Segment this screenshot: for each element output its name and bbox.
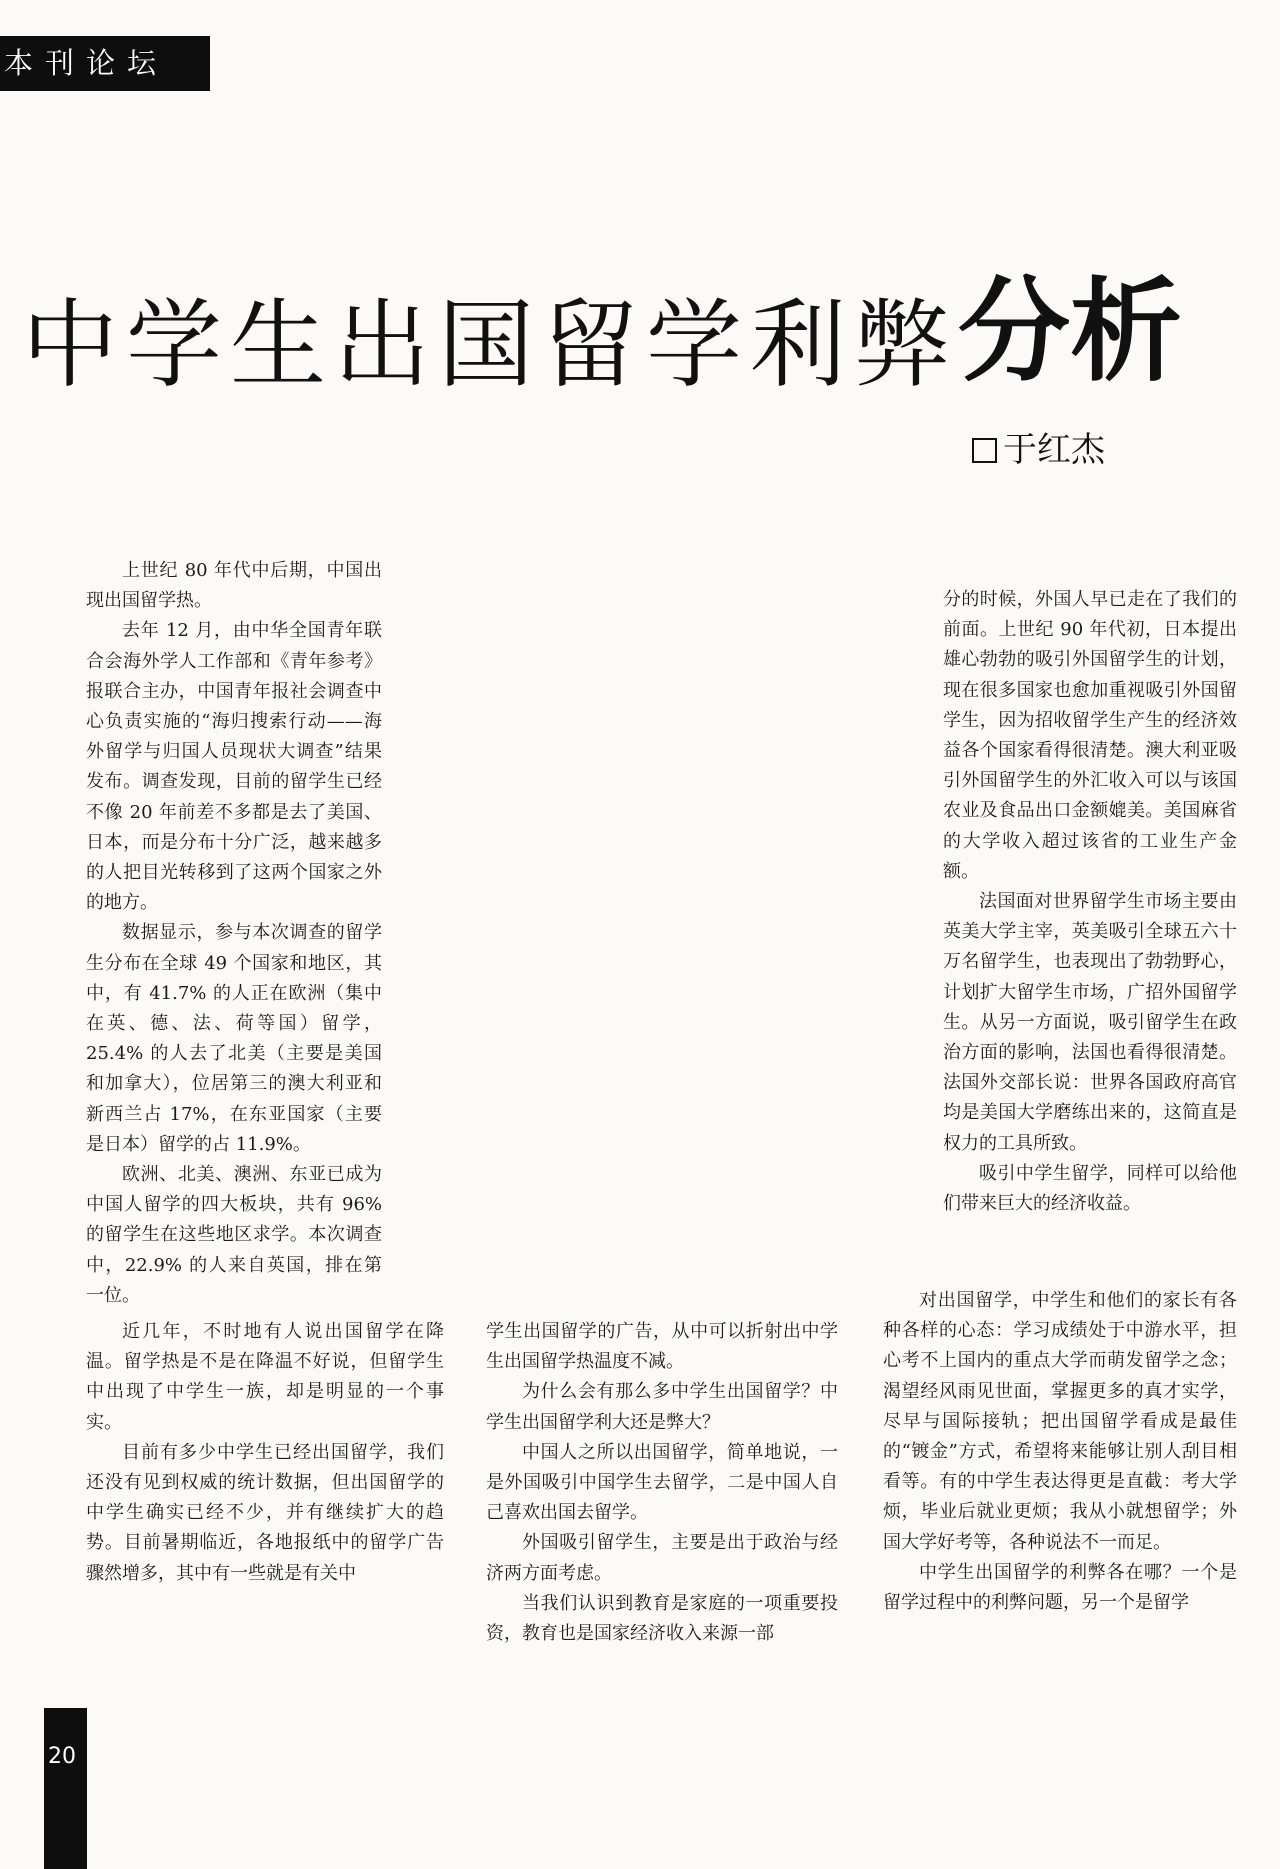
column-1-lower xyxy=(86,1317,444,1589)
column-1-upper xyxy=(86,556,382,1311)
paragraph: 目前有多少中学生已经出国留学，我们还没有见到权威的统计数据，但出国留学的中学生确实已经不少，并有继续扩大的趋势。目前暑期临近，各地报纸中的留学广告骤然增多，其中有一些就是有关中 xyxy=(86,1441,444,1584)
paragraph: 为什么会有那么多中学生出国留学？中学生出国留学利大还是弊大？ xyxy=(486,1381,838,1433)
paragraph: 中学生出国留学的利弊各在哪？一个是留学过程中的利弊问题，另一个是留学 xyxy=(883,1561,1237,1614)
column-2 xyxy=(486,1317,838,1649)
column-3-lower xyxy=(883,1286,1237,1618)
paragraph: 当我们认识到教育是家庭的一项重要投资，教育也是国家经济收入来源一部 xyxy=(486,1592,838,1645)
column-3-upper xyxy=(943,585,1237,1219)
page-number: 20 xyxy=(44,1708,87,1869)
title-emphasis: 分析 xyxy=(958,267,1182,397)
square-bullet-icon xyxy=(972,438,997,463)
author-name: 于红杰 xyxy=(1003,430,1105,470)
paragraph: 外国吸引留学生，主要是出于政治与经济两方面考虑。 xyxy=(486,1532,838,1584)
paragraph: 数据显示，参与本次调查的留学生分布在全球 49 个国家和地区，其中，有 41.7% 的人正在欧洲（集中在英、德、法、荷等国）留学，25.4% 的人去了北美（主要是美国和加拿大），位居第三的澳大利亚和新西兰占 17%，在东亚国家（主要是日本）留学的占 11.9%。 xyxy=(86,922,382,1155)
paragraph: 中国人之所以出国留学，简单地说，一是外国吸引中国学生去留学，二是中国人自己喜欢出国去留学。 xyxy=(486,1441,838,1524)
paragraph: 近几年，不时地有人说出国留学在降温。留学热是不是在降温不好说，但留学生中出现了中学生一族，却是明显的一个事实。 xyxy=(86,1321,444,1433)
paragraph: 对出国留学，中学生和他们的家长有各种各样的心态：学习成绩处于中游水平，担心考不上国内的重点大学而萌发留学之念；渴望经风雨见世面，掌握更多的真才实学，尽早与国际接轨；把出国留学看成是最佳的“镀金”方式，希望将来能够让别人刮目相看等。有的中学生表达得更是直截：考大学烦，毕业后就业更烦；我从小就想留学；外国大学好考等，各种说法不一而足。 xyxy=(883,1290,1237,1553)
paragraph: 吸引中学生留学，同样可以给他们带来巨大的经济收益。 xyxy=(943,1162,1237,1215)
paragraph: 法国面对世界留学生市场主要由英美大学主宰，英美吸引全球五六十万名留学生，也表现出了勃勃野心，计划扩大留学生市场，广招外国留学生。从另一方面说，吸引留学生在政治方面的影响，法国也看得很清楚。法国外交部长说：世界各国政府高官均是美国大学磨练出来的，这简直是权力的工具所致。 xyxy=(943,891,1237,1154)
paragraph: 欧洲、北美、澳洲、东亚已成为中国人留学的四大板块，共有 96% 的留学生在这些地区求学。本次调查中，22.9% 的人来自英国，排在第一位。 xyxy=(86,1164,382,1306)
paragraph: 上世纪 80 年代中后期，中国出现出国留学热。 xyxy=(86,560,382,612)
title-main: 中学生出国留学利弊 xyxy=(22,289,958,401)
paragraph: 学生出国留学的广告，从中可以折射出中学生出国留学热温度不减。 xyxy=(486,1321,838,1373)
byline xyxy=(972,430,1105,470)
paragraph: 分的时候，外国人早已走在了我们的前面。上世纪 90 年代初，日本提出雄心勃勃的吸引外国留学生的计划，现在很多国家也愈加重视吸引外国留学生，因为招收留学生产生的经济效益各个国家看得很清楚。澳大利亚吸引外国留学生的外汇收入可以与该国农业及食品出口金额媲美。美国麻省的大学收入超过该省的工业生产金额。 xyxy=(943,589,1237,882)
paragraph: 去年 12 月，由中华全国青年联合会海外学人工作部和《青年参考》报联合主办，中国青年报社会调查中心负责实施的“海归搜索行动——海外留学与归国人员现状大调查”结果发布。调查发现，目前的留学生已经不像 20 年前差不多都是去了美国、日本，而是分布十分广泛，越来越多的人把目光转移到了这两个国家之外的地方。 xyxy=(86,620,382,914)
article-title xyxy=(22,267,1262,401)
section-label: 本刊论坛 xyxy=(0,36,210,91)
